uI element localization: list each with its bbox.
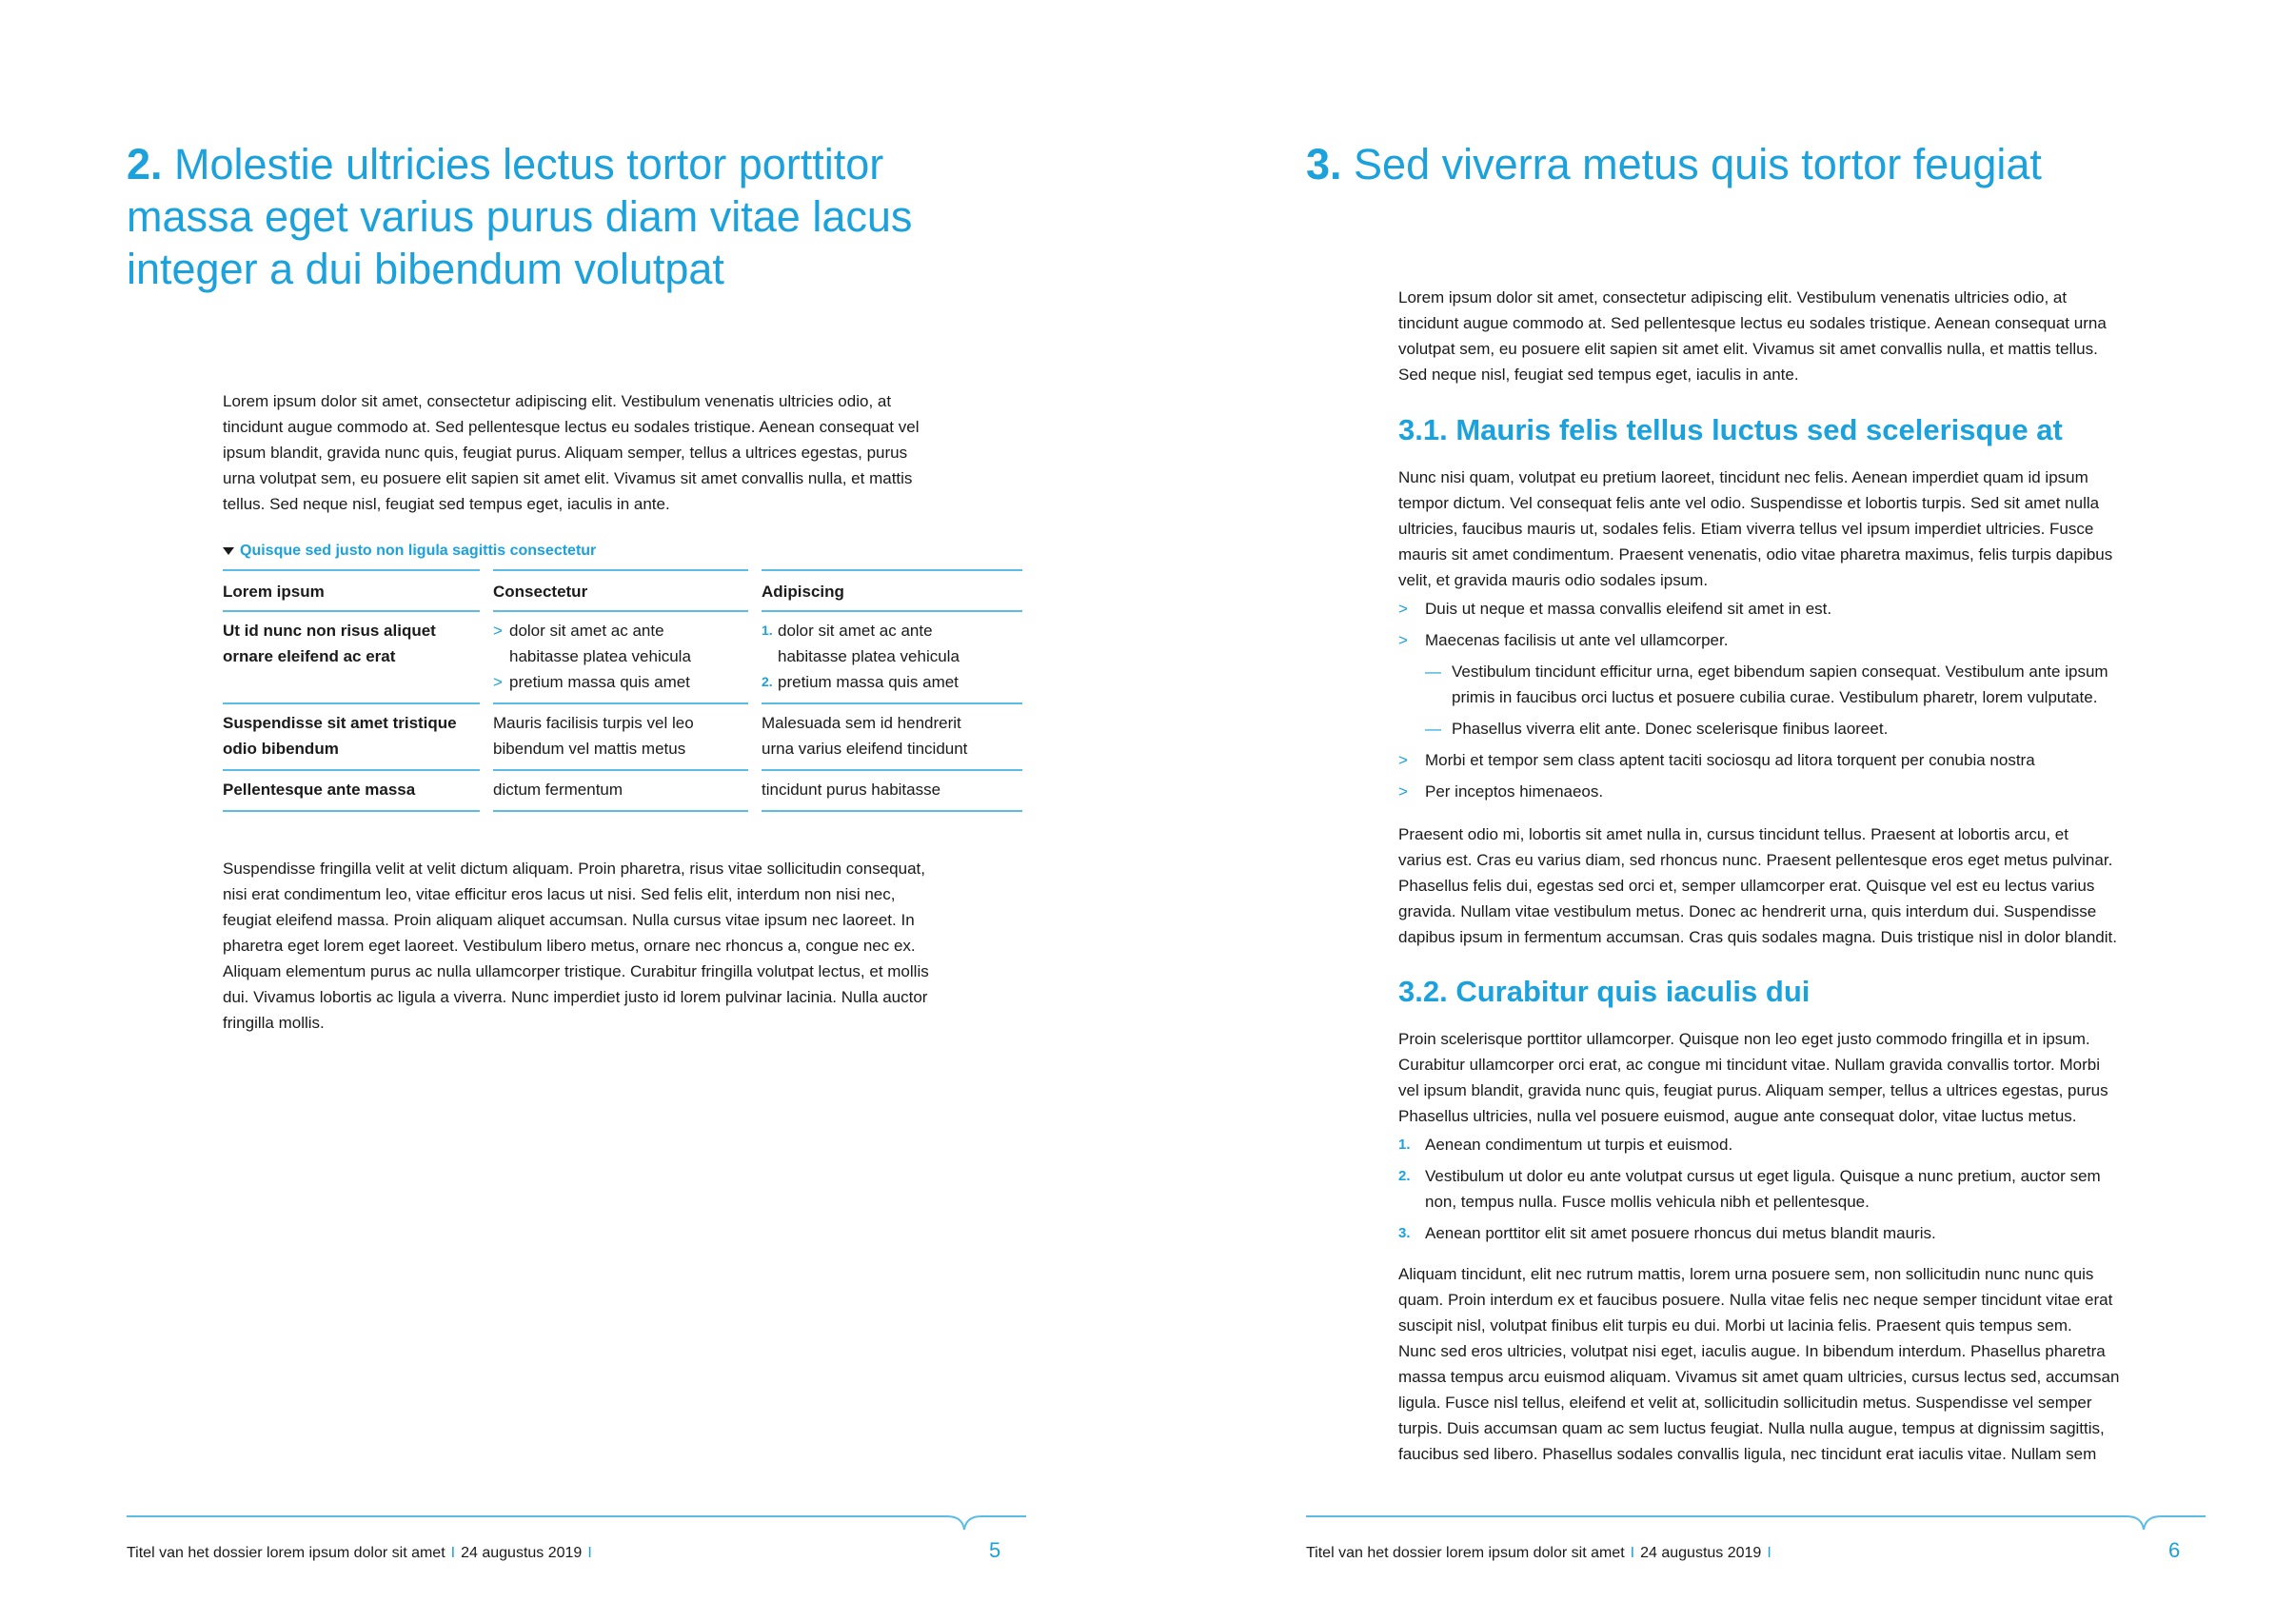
text-line: Vestibulum ut dolor eu ante volutpat cursus ut eget ligula. Quisque a nunc pretium, auctor sem: [1425, 1167, 2101, 1185]
cell-line: pretium massa quis amet: [509, 673, 690, 691]
table-header-cell: Adipiscing: [762, 569, 1022, 610]
cell-line: urna varius eleifend tincidunt: [762, 740, 968, 758]
list-item: [1398, 627, 2217, 653]
text-line: primis in faucibus orci luctus et posuere cubilia curae. Vestibulum pharetr, lorem vulputate.: [1452, 688, 2098, 706]
text-line: mauris sit amet condimentum. Praesent venenatis, odio vitae pharetra maximus, felis turpis dapibus: [1398, 545, 2113, 564]
text-line: Suspendisse fringilla velit at velit dictum aliquam. Proin pharetra, risus vitae sollicitudin consequat,: [223, 860, 925, 878]
dash-icon: —: [1425, 663, 1441, 681]
text-line: massa tempus arcu euismod aliquam. Vivamus sit amet quam ultricies, cursus lectus sed, accumsan: [1398, 1368, 2120, 1386]
text-line: turpis. Duis accumsan quam ac sem luctus feugiat. Nulla nulla augue, tempus at dignissim sagittis,: [1398, 1419, 2105, 1437]
text-line: Lorem ipsum dolor sit amet, consectetur adipiscing elit. Vestibulum venenatis ultricies odio, at: [223, 392, 892, 410]
list-item-text: Per inceptos himenaeos.: [1425, 782, 1604, 801]
text-line: urna volutpat sem, eu posuere elit sapien sit amet elit. Vivamus sit amet convallis nulla, et mattis: [223, 469, 913, 487]
chapter-number: 3.: [1306, 140, 1342, 188]
list-number: 1.: [762, 623, 773, 638]
text-line: Praesent odio mi, lobortis sit amet nulla in, cursus tincidunt tellus. Praesent at lobortis arcu, et: [1398, 825, 2068, 843]
chapter-title-text: Sed viverra metus quis tortor feugiat: [1354, 140, 2042, 188]
text-line: feugiat eleifend massa. Proin aliquam aliquet accumsan. Nulla cursus vitae ipsum nec laoreet. In: [223, 911, 915, 929]
text-line: ultricies, faucibus mauris ut, sodales felis. Etiam viverra tellus vel ipsum imperdiet ultricies. Fusce: [1398, 520, 2094, 538]
chapter-title-3: [1306, 138, 2239, 190]
text-line: dui. Vivamus lobortis ac ligula a viverra. Nunc imperdiet justo id lorem pulvinar lacinia. Nulla auctor: [223, 988, 928, 1006]
table-cell: [493, 702, 748, 769]
cell-line: pretium massa quis amet: [778, 673, 959, 691]
section-heading-3-2: 3.2. Curabitur quis iaculis dui: [1398, 975, 1811, 1008]
cell-line: ornare eleifend ac erat: [223, 647, 396, 665]
text-line: pharetra eget lorem eget laoreet. Vestibulum libero metus, ornare nec rhoncus a, congue nec ex.: [223, 937, 916, 955]
cell-line: Malesuada sem id hendrerit: [762, 714, 961, 732]
footer-separator: I: [1630, 1545, 1635, 1561]
table-caption[interactable]: [223, 541, 1022, 562]
cell-line: Ut id nunc non risus aliquet: [223, 622, 436, 640]
table-row: [223, 610, 1022, 702]
text-line: Aenean porttitor elit sit amet posuere rhoncus dui metus blandit mauris.: [1425, 1224, 1936, 1242]
footer-title: Titel van het dossier lorem ipsum dolor sit amet: [127, 1545, 445, 1561]
text-line: nisi erat condimentum leo, vitae efficitur eros lacus ut nisi. Sed felis elit, interdum non nisi nec,: [223, 885, 896, 903]
cell-line: bibendum vel mattis metus: [493, 740, 686, 758]
chapter-title-line: integer a dui bibendum volutpat: [127, 245, 724, 293]
footer-title: Titel van het dossier lorem ipsum dolor sit amet: [1306, 1545, 1625, 1561]
list-item: [1398, 747, 2217, 773]
text-line: Lorem ipsum dolor sit amet, consectetur adipiscing elit. Vestibulum venenatis ultricies odio, at: [1398, 288, 2068, 307]
list-item: [1398, 1132, 2217, 1157]
text-line: dapibus ipsum in fermentum accumsan. Cras quis sodales magna. Duis tristique nisl in dolor blandit.: [1398, 928, 2117, 946]
list-item: [1398, 779, 2217, 804]
list-number: 1.: [1398, 1137, 1411, 1153]
table-header-cell: Lorem ipsum: [223, 569, 480, 610]
text-line: Nunc nisi quam, volutpat eu pretium laoreet, tincidunt nec felis. Aenean imperdiet quam id ipsum: [1398, 468, 2088, 486]
table-bottom-rule: [223, 810, 1022, 812]
cell-line: habitasse platea vehicula: [778, 647, 960, 665]
cell-line: Suspendisse sit amet tristique: [223, 714, 457, 732]
table-cell-numbered: [762, 610, 1022, 702]
dash-icon: —: [1425, 720, 1441, 738]
collapse-triangle-icon[interactable]: [223, 547, 234, 555]
chevron-right-icon: >: [1398, 782, 1408, 801]
list-item-text: Duis ut neque et massa convallis eleifend sit amet in est.: [1425, 600, 1832, 618]
text-line: Aliquam tincidunt, elit nec rutrum mattis, lorem urna posuere sem, non sollicitudin nunc nunc quis: [1398, 1265, 2094, 1283]
text-line: ligula. Fusce nisl tellus, eleifend et velit at, sollicitudin sollicitudin metus. Suspendisse vel semper: [1398, 1394, 2092, 1412]
page-6: [1148, 0, 2296, 1602]
cell-line: odio bibendum: [223, 740, 339, 758]
table-row-head: [223, 610, 480, 702]
list-item: [493, 618, 748, 669]
footer-date: 24 augustus 2019: [461, 1545, 583, 1561]
sub-list-item: [1425, 716, 2217, 742]
divider: [493, 810, 748, 812]
text-line: Phasellus ultricies, nulla vel posuere euismod, augue ante consequat dolor, vitae luctus metus.: [1398, 1107, 2077, 1125]
cell-line: dolor sit amet ac ante: [778, 622, 933, 640]
page-number: 6: [2168, 1538, 2181, 1562]
footer-separator: I: [1767, 1545, 1771, 1561]
list-item-text: Maecenas facilisis ut ante vel ullamcorper.: [1425, 631, 1729, 649]
text-line: Phasellus felis dui, egestas sed orci et, semper ullamcorper erat. Quisque vel est eu lectus varius: [1398, 877, 2095, 895]
text-line: faucibus sed libero. Phasellus sodales convallis ligula, nec tincidunt erat iaculis vitae. Nullam sem: [1398, 1445, 2097, 1463]
text-line: vel ipsum blandit, gravida nunc quis, feugiat purus. Aliquam semper, tellus a ultrices egestas, purus: [1398, 1081, 2108, 1099]
text-line: Sed neque nisl, feugiat sed tempus eget, iaculis in ante.: [1398, 366, 1799, 384]
footer-separator: I: [450, 1545, 456, 1561]
table-row: [223, 702, 1022, 769]
chevron-right-icon: >: [1398, 751, 1408, 769]
numbered-list: [1398, 1132, 2217, 1252]
footer-date: 24 augustus 2019: [1640, 1545, 1762, 1561]
chevron-right-icon: >: [493, 673, 503, 691]
chapter-title-2: [127, 138, 1040, 295]
section-paragraph: [1398, 1026, 2217, 1129]
data-table: [223, 569, 1022, 812]
text-line: gravida. Nullam vitae vestibulum metus. Donec ac hendrerit urna, quis interdum dui. Suspendisse: [1398, 902, 2097, 920]
list-item: [1398, 1220, 2217, 1246]
cell-line: habitasse platea vehicula: [509, 647, 691, 665]
table-cell: [762, 702, 1022, 769]
list-number: 2.: [1398, 1168, 1411, 1184]
text-line: Curabitur ullamcorper orci erat, ac congue mi tincidunt vitae. Nullam gravida convallis tortor. Morbi: [1398, 1056, 2100, 1074]
outro-paragraph: [223, 856, 1022, 1036]
chapter-title-line: massa eget varius purus diam vitae lacus: [127, 192, 913, 241]
chevron-right-icon: >: [493, 622, 503, 640]
table-cell-bullets: [493, 610, 748, 702]
table-header-row: [223, 569, 1022, 610]
list-item: [1398, 1163, 2217, 1215]
footer-text: [127, 1544, 598, 1563]
text-line: Proin scelerisque porttitor ullamcorper. Quisque non leo eget justo commodo fringilla et in ipsum.: [1398, 1030, 2090, 1048]
text-line: Aenean condimentum ut turpis et euismod.: [1425, 1136, 1733, 1154]
chapter-number: 2.: [127, 140, 163, 188]
list-item: [762, 618, 1022, 669]
footer-rule: [1306, 1507, 2206, 1545]
text-line: suscipit nisl, volutpat finibus elit turpis eu dui. Morbi ut lacinia felis. Praesent quis tempus sem.: [1398, 1316, 2072, 1335]
list-item: [762, 669, 1022, 695]
text-line: non, tempus nulla. Fusce mollis vehicula nibh et pellentesque.: [1425, 1193, 1870, 1211]
section-paragraph: [1398, 1261, 2217, 1467]
table-row-head: Pellentesque ante massa: [223, 769, 480, 810]
page-number: 5: [989, 1538, 1001, 1562]
table-row-head: [223, 702, 480, 769]
table-cell: dictum fermentum: [493, 769, 748, 810]
chevron-right-icon: >: [1398, 631, 1408, 649]
section-heading-3-1: 3.1. Mauris felis tellus luctus sed scelerisque at: [1398, 413, 2063, 446]
table-row: [223, 769, 1022, 810]
intro-paragraph: [223, 388, 1022, 517]
list-item: [493, 669, 748, 695]
divider: [223, 810, 480, 812]
list-item: [1398, 596, 2217, 622]
intro-paragraph: [1398, 285, 2217, 387]
table-caption-text: Quisque sed justo non ligula sagittis consectetur: [240, 543, 597, 559]
section-paragraph: [1398, 821, 2217, 950]
text-line: tincidunt augue commodo at. Sed pellentesque lectus eu sodales tristique. Aenean consequat vel: [223, 418, 920, 436]
text-line: fringilla mollis.: [223, 1014, 325, 1032]
text-line: tincidunt augue commodo at. Sed pellentesque lectus eu sodales tristique. Aenean consequat urna: [1398, 314, 2107, 332]
footer-text: [1306, 1544, 1777, 1563]
text-line: Phasellus viverra elit ante. Donec scelerisque finibus laoreet.: [1452, 720, 1889, 738]
text-line: Aliquam elementum purus ac nulla ullamcorper tristique. Curabitur fringilla volutpat lectus, et mollis: [223, 962, 929, 980]
list-item-text: Morbi et tempor sem class aptent taciti sociosqu ad litora torquent per conubia nostra: [1425, 751, 2035, 769]
sub-list: [1398, 659, 2217, 742]
text-line: varius est. Cras eu varius diam, sed rhoncus nunc. Praesent pellentesque eros eget metus pulvinar.: [1398, 851, 2113, 869]
text-line: Vestibulum tincidunt efficitur urna, eget bibendum sapien consequat. Vestibulum ante ipsum: [1452, 663, 2108, 681]
bullet-list: [1398, 596, 2217, 810]
text-line: quam. Proin interdum ex et faucibus posuere. Nulla vitae felis nec neque semper tincidunt vitae erat: [1398, 1291, 2113, 1309]
divider: [762, 810, 1022, 812]
text-line: tempor dictum. Vel consequat felis ante vel odio. Suspendisse et lobortis turpis. Sed sit amet nulla: [1398, 494, 2100, 512]
chevron-right-icon: >: [1398, 600, 1408, 618]
chapter-title-line: Molestie ultricies lectus tortor porttitor: [174, 140, 884, 188]
list-number: 2.: [762, 674, 773, 689]
text-line: Nunc sed eros ultricies, volutpat nisi eget, iaculis augue. In bibendum interdum. Phasellus pharetra: [1398, 1342, 2106, 1360]
footer-separator: I: [587, 1545, 592, 1561]
text-line: volutpat sem, eu posuere elit sapien sit amet elit. Vivamus sit amet convallis nulla, et mattis tellus.: [1398, 340, 2098, 358]
table-header-cell: Consectetur: [493, 569, 748, 610]
cell-line: dolor sit amet ac ante: [509, 622, 664, 640]
text-line: ipsum blandit, gravida nunc quis, feugiat purus. Aliquam semper, tellus a ultrices egestas, purus: [223, 444, 908, 462]
cell-line: Mauris facilisis turpis vel leo: [493, 714, 694, 732]
list-number: 3.: [1398, 1225, 1411, 1241]
footer-rule: [127, 1507, 1026, 1545]
table-cell: tincidunt purus habitasse: [762, 769, 1022, 810]
sub-list-item: [1425, 659, 2217, 710]
text-line: velit, et gravida mauris odio sodales ipsum.: [1398, 571, 1709, 589]
section-paragraph: [1398, 465, 2217, 593]
text-line: tellus. Sed neque nisl, feugiat sed tempus eget, iaculis in ante.: [223, 495, 670, 513]
